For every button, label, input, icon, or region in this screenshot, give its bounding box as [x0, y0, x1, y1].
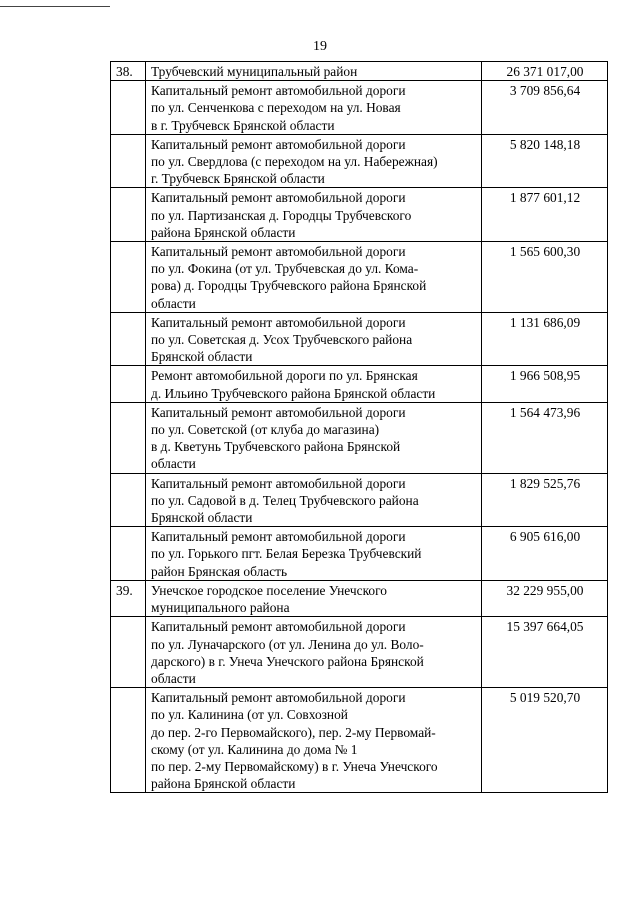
row-number [111, 617, 146, 688]
row-description [146, 242, 482, 313]
description-line: в д. Кветунь Трубчевского района Брянской [151, 439, 401, 455]
row-description [146, 134, 482, 188]
description-line: области [151, 456, 196, 472]
description-line: области [151, 670, 196, 686]
description-line: Унечское городское поселение Унечского [151, 582, 387, 598]
row-amount: 15 397 664,05 [482, 617, 608, 688]
row-amount: 32 229 955,00 [482, 580, 608, 616]
row-description [146, 688, 482, 793]
row-description [146, 62, 482, 81]
row-number [111, 402, 146, 473]
description-line: по пер. 2-му Первомайскому) в г. Унеча Унечского [151, 758, 438, 774]
description-line: по ул. Садовой в д. Телец Трубчевского района [151, 492, 419, 508]
row-description [146, 366, 482, 402]
description-line: района Брянской области [151, 776, 296, 792]
row-number: 39. [111, 580, 146, 616]
description-line: по ул. Сенченкова с переходом на ул. Новая [151, 100, 401, 116]
row-amount: 1 564 473,96 [482, 402, 608, 473]
page-number: 19 [313, 39, 327, 54]
row-description [146, 188, 482, 242]
description-line: по ул. Луначарского (от ул. Ленина до ул. Воло- [151, 636, 424, 652]
description-line: по ул. Советской (от клуба до магазина) [151, 422, 380, 438]
description-line: рова) д. Городцы Трубчевского района Брянской [151, 278, 427, 294]
row-description [146, 402, 482, 473]
table-row [111, 688, 608, 793]
description-line: Капитальный ремонт автомобильной дороги [151, 404, 406, 420]
row-amount: 1 829 525,76 [482, 473, 608, 527]
row-number [111, 242, 146, 313]
description-line: Ремонт автомобильной дороги по ул. Брянская [151, 368, 418, 384]
row-amount: 1 131 686,09 [482, 312, 608, 366]
row-description [146, 81, 482, 135]
description-line: Капитальный ремонт автомобильной дороги [151, 619, 406, 635]
table-row [111, 242, 608, 313]
description-line: Трубчевский муниципальный район [151, 64, 358, 79]
row-description [146, 312, 482, 366]
table-row [111, 81, 608, 135]
description-line: Брянской области [151, 510, 253, 526]
funding-table [110, 61, 608, 793]
description-line: по ул. Фокина (от ул. Трубчевская до ул. Кома- [151, 261, 419, 277]
description-line: Капитальный ремонт автомобильной дороги [151, 136, 406, 152]
row-description [146, 580, 482, 616]
row-number [111, 366, 146, 402]
description-line: Капитальный ремонт автомобильной дороги [151, 690, 406, 706]
header-rule [0, 6, 110, 7]
description-line: район Брянская область [151, 563, 288, 579]
row-description [146, 617, 482, 688]
description-line: по ул. Калинина (от ул. Совхозной [151, 707, 348, 723]
table-row [111, 580, 608, 616]
row-number [111, 473, 146, 527]
description-line: в г. Трубчевск Брянской области [151, 117, 335, 133]
row-description [146, 527, 482, 581]
table-row [111, 62, 608, 81]
row-amount: 1 565 600,30 [482, 242, 608, 313]
description-line: по ул. Партизанская д. Городцы Трубчевского [151, 207, 412, 223]
table-row [111, 402, 608, 473]
description-line: д. Ильино Трубчевского района Брянской области [151, 385, 436, 401]
row-amount: 5 820 148,18 [482, 134, 608, 188]
row-number [111, 188, 146, 242]
row-amount: 1 877 601,12 [482, 188, 608, 242]
row-description [146, 473, 482, 527]
table-row [111, 312, 608, 366]
description-line: дарского) в г. Унеча Унечского района Брянской [151, 653, 424, 669]
description-line: Капитальный ремонт автомобильной дороги [151, 244, 406, 260]
funding-table-body [111, 62, 608, 793]
table-row [111, 134, 608, 188]
description-line: Капитальный ремонт автомобильной дороги [151, 314, 406, 330]
description-line: по ул. Горького пгт. Белая Березка Трубчевский [151, 546, 422, 562]
description-line: района Брянской области [151, 224, 296, 240]
description-line: области [151, 295, 196, 311]
table-row [111, 617, 608, 688]
description-line: г. Трубчевск Брянской области [151, 171, 325, 187]
row-number [111, 688, 146, 793]
description-line: Капитальный ремонт автомобильной дороги [151, 190, 406, 206]
description-line: скому (от ул. Калинина до дома № 1 [151, 741, 358, 757]
description-line: муниципального района [151, 600, 290, 616]
description-line: до пер. 2-го Первомайского), пер. 2-му Первомай- [151, 724, 436, 740]
row-amount: 26 371 017,00 [482, 62, 608, 81]
row-number [111, 81, 146, 135]
description-line: по ул. Свердлова (с переходом на ул. Набережная) [151, 154, 438, 170]
table-row [111, 188, 608, 242]
row-amount: 3 709 856,64 [482, 81, 608, 135]
row-amount: 5 019 520,70 [482, 688, 608, 793]
row-number [111, 134, 146, 188]
description-line: Капитальный ремонт автомобильной дороги [151, 529, 406, 545]
description-line: Капитальный ремонт автомобильной дороги [151, 475, 406, 491]
table-row [111, 473, 608, 527]
description-line: Брянской области [151, 349, 253, 365]
row-amount: 1 966 508,95 [482, 366, 608, 402]
table-row [111, 366, 608, 402]
description-line: по ул. Советская д. Усох Трубчевского района [151, 332, 413, 348]
row-number [111, 527, 146, 581]
table-row [111, 527, 608, 581]
row-number: 38. [111, 62, 146, 81]
row-number [111, 312, 146, 366]
row-amount: 6 905 616,00 [482, 527, 608, 581]
description-line: Капитальный ремонт автомобильной дороги [151, 83, 406, 99]
